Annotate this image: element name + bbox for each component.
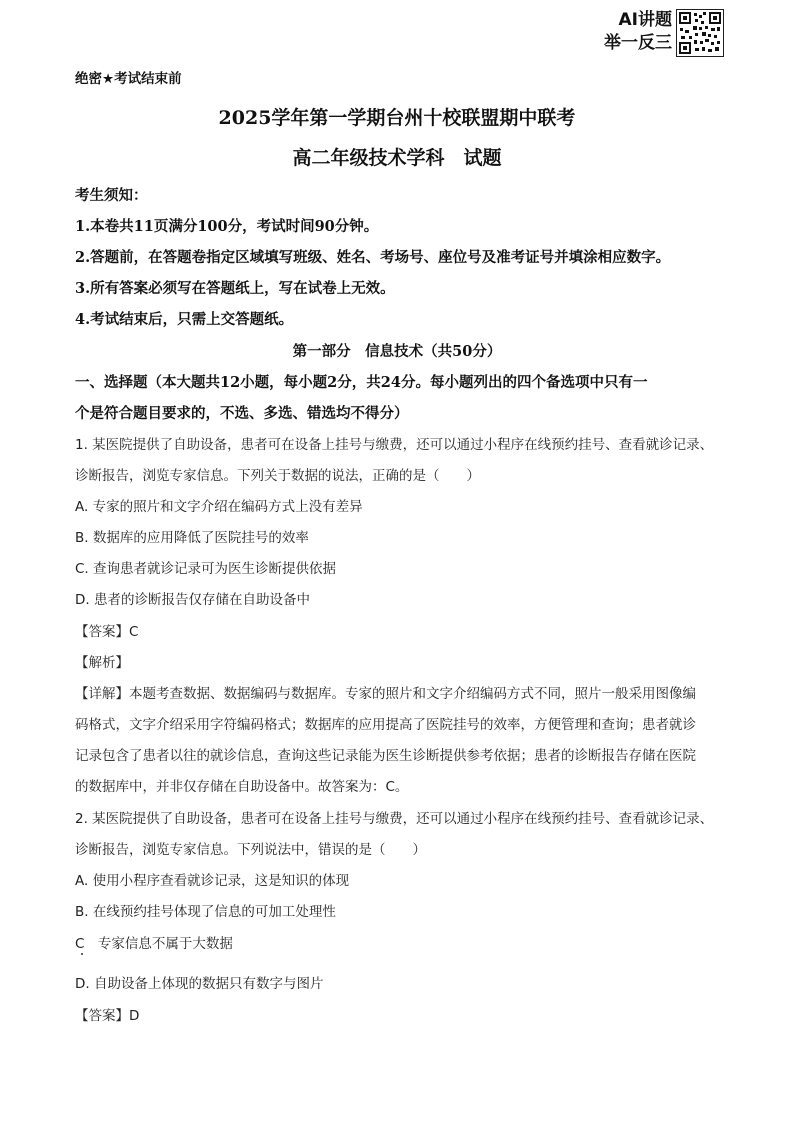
part-heading: 第一部分 信息技术（共50分）	[292, 343, 502, 360]
brand-line-1: AI讲题	[618, 10, 672, 30]
q1-option-b: B. 数据库的应用降低了医院挂号的效率	[75, 530, 309, 546]
q1-option-d: D. 患者的诊断报告仅存储在自助设备中	[75, 592, 310, 608]
q1-option-a: A. 专家的照片和文字介绍在编码方式上没有差异	[75, 499, 363, 515]
section-heading-line-1: 一、选择题（本大题共12小题，每小题2分，共24分。每小题列出的四个备选项中只有一	[75, 374, 648, 391]
brand-line-2: 举一反三	[604, 33, 672, 53]
q2-option-d: D. 自助设备上体现的数据只有数字与图片	[75, 976, 324, 992]
q1-detail-line-1: 【详解】本题考查数据、数据编码与数据库。专家的照片和文字介绍编码方式不同，照片一般采用图像编	[75, 686, 696, 702]
q2-answer: 【答案】D	[75, 1008, 140, 1024]
q2-stem-line-2: 诊断报告，浏览专家信息。下列说法中，错误的是（ ）	[75, 842, 426, 858]
section-heading-line-2: 个是符合题目要求的，不选、多选、错选均不得分）	[75, 405, 409, 422]
notice-item-4: 4.考试结束后，只需上交答题纸。	[75, 311, 294, 328]
q1-answer: 【答案】C	[75, 624, 139, 640]
q1-stem-line-1: 1. 某医院提供了自助设备，患者可在设备上挂号与缴费，还可以通过小程序在线预约挂号、查看就诊记录、	[75, 437, 714, 453]
q2-option-c: C 专家信息不属于大数据	[75, 936, 233, 952]
notice-item-2: 2.答题前，在答题卷指定区域填写班级、姓名、考场号、座位号及准考证号并填涂相应数字。	[75, 249, 671, 266]
q2-option-b: B. 在线预约挂号体现了信息的可加工处理性	[75, 904, 336, 920]
q2-option-a: A. 使用小程序查看就诊记录，这是知识的体现	[75, 873, 350, 889]
q2-stem-line-1: 2. 某医院提供了自助设备，患者可在设备上挂号与缴费，还可以通过小程序在线预约挂号、查看就诊记录、	[75, 811, 714, 827]
brand-block	[596, 9, 728, 59]
secret-label: 绝密★考试结束前	[75, 71, 182, 87]
notice-item-1: 1.本卷共11页满分100分，考试时间90分钟。	[75, 218, 379, 235]
q1-stem-line-2: 诊断报告，浏览专家信息。下列关于数据的说法，正确的是（ ）	[75, 468, 480, 484]
q1-option-c: C. 查询患者就诊记录可为医生诊断提供依据	[75, 561, 337, 577]
exam-title: 2025学年第一学期台州十校联盟期中联考	[218, 107, 576, 129]
q1-analysis-label: 【解析】	[75, 655, 129, 671]
qr-code-icon	[676, 9, 724, 57]
notice-item-3: 3.所有答案必须写在答题纸上，写在试卷上无效。	[75, 280, 395, 297]
stray-dot	[81, 953, 83, 955]
q1-detail-line-3: 记录包含了患者以往的就诊信息，查询这些记录能为医生诊断提供参考依据；患者的诊断报告存储在医院	[75, 748, 696, 764]
brand-text	[596, 9, 672, 55]
notice-heading: 考生须知：	[75, 187, 148, 204]
exam-subtitle: 高二年级技术学科 试题	[292, 147, 502, 169]
q1-detail-line-2: 码格式，文字介绍采用字符编码格式；数据库的应用提高了医院挂号的效率，方便管理和查询；患者就诊	[75, 717, 696, 733]
q1-detail-line-4: 的数据库中，并非仅存储在自助设备中。故答案为：C。	[75, 779, 409, 795]
